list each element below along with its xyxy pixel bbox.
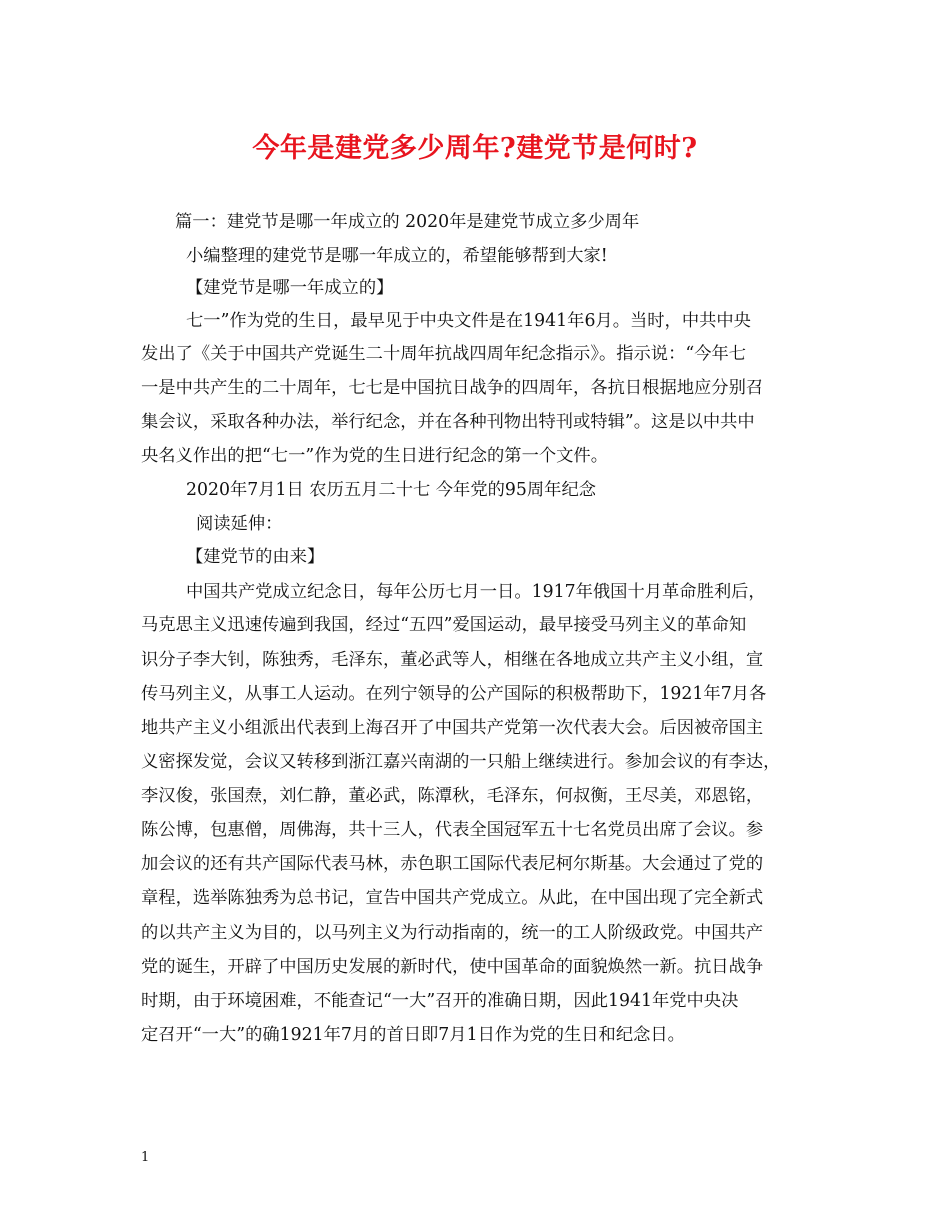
paragraph-line: 一是中共产生的二十周年，七七是中国抗日战争的四周年，各抗日根据地应分别召 [141,378,764,398]
paragraph-line: 央名义作出的把“七一”作为党的生日进行纪念的第一个文件。 [141,446,608,466]
paragraph-line: 义密探发觉，会议又转移到浙江嘉兴南湖的一只船上继续进行。参加会议的有李达， [141,752,781,772]
paragraph-line: 发出了《关于中国共产党诞生二十周年抗战四周年纪念指示》。指示说：“今年七 [141,344,747,364]
section-heading: 【建党节是哪一年成立的】 [186,278,394,298]
paragraph-line: 章程，选举陈独秀为总书记，宣告中国共产党成立。从此，在中国出现了完全新式 [141,888,764,908]
paragraph-line: 小编整理的建党节是哪一年成立的，希望能够帮到大家! [186,246,608,266]
paragraph-line: 加会议的还有共产国际代表马林，赤色职工国际代表尼柯尔斯基。大会通过了党的 [141,854,764,874]
paragraph-line: 阅读延伸： [196,514,283,534]
paragraph-line: 七一”作为党的生日，最早见于中央文件是在1941年6月。当时，中共中央 [186,311,751,331]
paragraph-line: 马克思主义迅速传遍到我国，经过“五四”爱国运动，最早接受马列主义的革命知 [141,615,747,635]
paragraph-line: 篇一：建党节是哪一年成立的 2020年是建党节成立多少周年 [175,212,640,232]
paragraph-line: 的以共产主义为目的，以马列主义为行动指南的，统一的工人阶级政党。中国共产 [141,923,764,943]
section-heading: 【建党节的由来】 [186,547,325,567]
paragraph-line: 李汉俊，张国焘，刘仁静，董必武，陈潭秋，毛泽东，何叔衡，王尽美，邓恩铭， [141,786,764,806]
paragraph-line: 党的诞生，开辟了中国历史发展的新时代，使中国革命的面貌焕然一新。抗日战争 [141,957,764,977]
document-title: 今年是建党多少周年?建党节是何时? [252,133,698,164]
paragraph-line: 2020年7月1日 农历五月二十七 今年党的95周年纪念 [186,480,597,500]
paragraph-line: 陈公博，包惠僧，周佛海，共十三人，代表全国冠军五十七名党员出席了会议。参 [141,820,764,840]
paragraph-line: 地共产主义小组派出代表到上海召开了中国共产党第一次代表大会。后因被帝国主 [141,718,764,738]
paragraph-line: 中国共产党成立纪念日，每年公历七月一日。1917年俄国十月革命胜利后， [186,582,766,602]
paragraph-line: 识分子李大钊，陈独秀，毛泽东，董必武等人，相继在各地成立共产主义小组，宣 [141,650,764,670]
page-number: 1 [141,1150,150,1165]
paragraph-line: 集会议，采取各种办法，举行纪念，并在各种刊物出特刊或特辑”。这是以中共中 [141,412,755,432]
paragraph-line: 时期，由于环境困难，不能查记“一大”召开的准确日期，因此1941年党中央决 [141,991,739,1011]
paragraph-line: 传马列主义，从事工人运动。在列宁领导的公产国际的积极帮助下，1921年7月各 [141,684,767,704]
paragraph-line: 定召开“一大”的确1921年7月的首日即7月1日作为党的生日和纪念日。 [141,1025,685,1045]
